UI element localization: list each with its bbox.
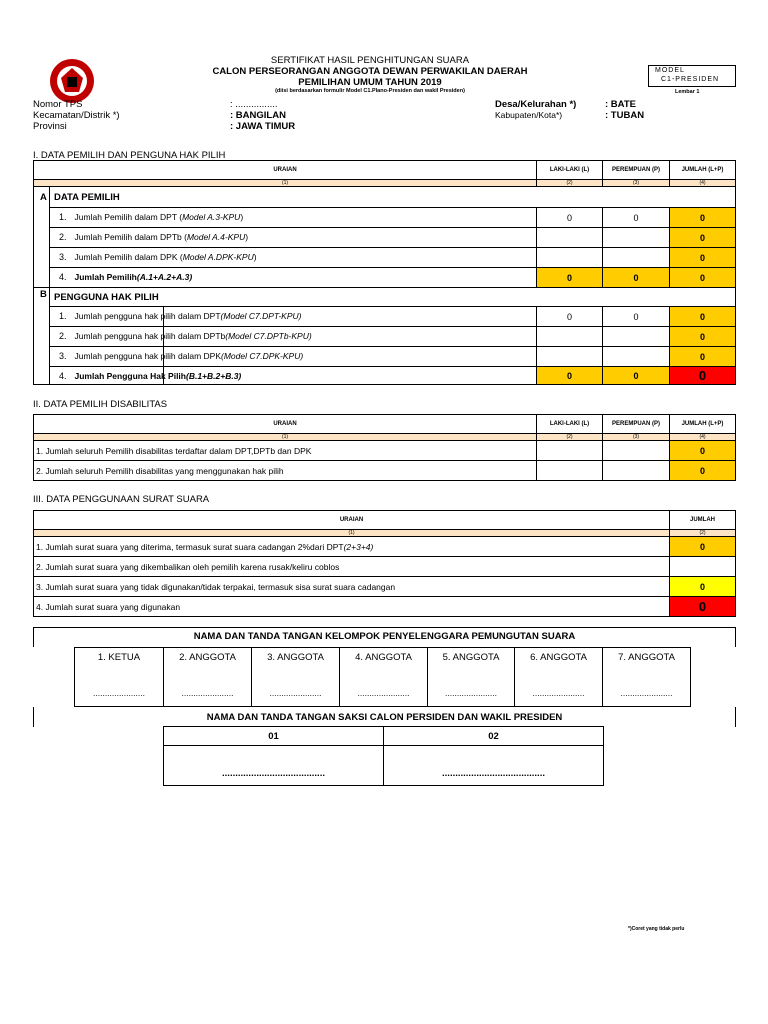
a-total-l: 0 bbox=[536, 267, 603, 288]
kpps-signature-line: ...................... bbox=[620, 688, 673, 698]
b-total-l: 0 bbox=[536, 366, 603, 385]
kpps-role: 5. ANGGOTA bbox=[442, 652, 500, 663]
b-row-text: Jumlah pengguna hak pilih dalam DPTb bbox=[74, 331, 226, 341]
s3-row-text: 4. Jumlah surat suara yang digunakan bbox=[36, 601, 181, 612]
b-row-l bbox=[536, 346, 603, 367]
b-row-label bbox=[53, 346, 533, 366]
a-row-close: ) bbox=[240, 212, 244, 222]
a-row-text: Jumlah Pemilih dalam DPTb ( bbox=[74, 232, 187, 242]
kpps-cell bbox=[74, 647, 164, 707]
kpps-signature-line: ...................... bbox=[93, 688, 145, 698]
a-row-model: Model A.3-KPU bbox=[182, 212, 241, 222]
kpps-cell bbox=[251, 647, 340, 707]
s2-num-3: (3) bbox=[602, 433, 670, 441]
a-row-label bbox=[53, 247, 533, 267]
kpps-signature-line: ...................... bbox=[532, 688, 585, 698]
a-row-p bbox=[602, 247, 670, 268]
s2-row-label: 2. Jumlah seluruh Pemilih disabilitas yang menggunakan hak pilih bbox=[33, 460, 537, 481]
kabupaten-label: Kabupaten/Kota*) bbox=[495, 110, 563, 120]
a-row-lp: 0 bbox=[669, 227, 736, 248]
kpps-grid bbox=[74, 647, 720, 707]
num-1: (1) bbox=[33, 179, 537, 187]
s3-col-uraian: URAIAN bbox=[33, 510, 670, 530]
title-line-3: PEMILIHAN UMUM TAHUN 2019 bbox=[298, 77, 442, 88]
b-total-p: 0 bbox=[602, 366, 670, 385]
s2-col-p: PEREMPUAN (P) bbox=[602, 414, 670, 434]
col-uraian: URAIAN bbox=[33, 160, 537, 180]
saksi-signature-line: ....................................... bbox=[442, 768, 545, 779]
s3-row-label bbox=[33, 596, 670, 617]
kpps-signature-line: ...................... bbox=[445, 688, 497, 698]
saksi-cell bbox=[163, 726, 384, 786]
a-total-text: Jumlah Pemilih bbox=[74, 272, 137, 282]
b-row-text: Jumlah pengguna hak pilih dalam DPT bbox=[74, 311, 221, 321]
a-row-text: Jumlah Pemilih dalam DPK ( bbox=[74, 252, 183, 262]
s3-row-label bbox=[33, 576, 670, 597]
b-row-no: 2. bbox=[59, 331, 67, 341]
b-total-no: 4. bbox=[59, 371, 67, 381]
col-p: PEREMPUAN (P) bbox=[602, 160, 670, 180]
a-row-lp: 0 bbox=[669, 207, 736, 228]
b-row-l bbox=[536, 326, 603, 347]
b-row-label bbox=[53, 326, 533, 346]
s2-row-lp: 0 bbox=[669, 460, 736, 481]
kpps-signature-line: ...................... bbox=[269, 688, 322, 698]
col-lp: JUMLAH (L+P) bbox=[669, 160, 736, 180]
saksi-number: 01 bbox=[268, 731, 279, 742]
b-total-label bbox=[53, 366, 533, 386]
a-row-l: 0 bbox=[536, 207, 603, 228]
a-row-no: 2. bbox=[59, 232, 67, 242]
s2-row-p bbox=[602, 460, 670, 481]
a-row-p bbox=[602, 227, 670, 248]
a-row-no: 3. bbox=[59, 252, 67, 262]
s2-col-uraian: URAIAN bbox=[33, 414, 537, 434]
s2-col-l: LAKI-LAKI (L) bbox=[536, 414, 603, 434]
desa-value: : BATE bbox=[605, 99, 636, 110]
kpps-title: NAMA DAN TANDA TANGAN KELOMPOK PENYELENGGARA PEMUNGUTAN SUARA bbox=[193, 631, 576, 642]
s3-row-val bbox=[669, 556, 736, 577]
saksi-number: 02 bbox=[488, 731, 499, 742]
b-row-no: 1. bbox=[59, 311, 67, 321]
kecamatan-value: : BANGILAN bbox=[230, 110, 286, 121]
tps-value: : ................ bbox=[230, 99, 278, 110]
a-row-close: ) bbox=[253, 252, 257, 262]
a-total-formula: (A.1+A.2+A.3) bbox=[136, 272, 193, 282]
b-total-formula: (B.1+B.2+B.3) bbox=[185, 371, 242, 381]
b-row-p: 0 bbox=[602, 306, 670, 327]
b-row-p bbox=[602, 326, 670, 347]
model-code: C1-PRESIDEN bbox=[661, 76, 720, 83]
b-total-lp: 0 bbox=[669, 366, 736, 385]
section3-table bbox=[33, 510, 736, 618]
a-row-label bbox=[53, 227, 533, 247]
s2-row-label: 1. Jumlah seluruh Pemilih disabilitas terdaftar dalam DPT,DPTb dan DPK bbox=[33, 440, 537, 461]
b-row-label bbox=[53, 306, 533, 326]
b-row-lp: 0 bbox=[669, 346, 736, 367]
a-row-lp: 0 bbox=[669, 247, 736, 268]
a-row-model: Model A.4-KPU bbox=[186, 232, 246, 242]
section-b-header bbox=[33, 287, 736, 307]
section3-title: III. DATA PENGGUNAAN SURAT SUARA bbox=[33, 494, 210, 505]
kpps-role: 3. ANGGOTA bbox=[267, 652, 324, 663]
kpps-role: 4. ANGGOTA bbox=[355, 652, 412, 663]
section-a-title: DATA PEMILIH bbox=[54, 192, 120, 203]
section-b-title: PENGGUNA HAK PILIH bbox=[54, 292, 159, 303]
b-row-model: (Model C7.DPTb-KPU) bbox=[225, 331, 312, 341]
kpps-signature-line: ...................... bbox=[357, 688, 410, 698]
section1-title: I. DATA PEMILIH DAN PENGUNA HAK PILIH bbox=[33, 150, 226, 161]
s3-row-val: 0 bbox=[669, 536, 736, 557]
b-row-model: (Model C7.DPK-KPU) bbox=[221, 351, 304, 361]
num-4: (4) bbox=[669, 179, 736, 187]
s3-row-label bbox=[33, 556, 670, 577]
kpps-role: 6. ANGGOTA bbox=[530, 652, 587, 663]
a-row-no: 1. bbox=[59, 212, 67, 222]
a-row-l bbox=[536, 247, 603, 268]
saksi-signature-line: ....................................... bbox=[222, 768, 325, 779]
b-row-model: (Model C7.DPT-KPU) bbox=[220, 311, 302, 321]
saksi-cell bbox=[383, 726, 604, 786]
a-row-model: Model A.DPK-KPU bbox=[182, 252, 254, 262]
a-total-p: 0 bbox=[602, 267, 670, 288]
kpps-role: 2. ANGGOTA bbox=[179, 652, 236, 663]
kpps-cell bbox=[163, 647, 252, 707]
a-row-l bbox=[536, 227, 603, 248]
s3-row-val: 0 bbox=[669, 576, 736, 597]
kpps-role: 1. KETUA bbox=[97, 652, 141, 663]
b-row-l: 0 bbox=[536, 306, 603, 327]
s2-row-l bbox=[536, 440, 603, 461]
provinsi-value: : JAWA TIMUR bbox=[230, 121, 296, 132]
s2-num-1: (1) bbox=[33, 433, 537, 441]
s2-num-2: (2) bbox=[536, 433, 603, 441]
s3-row-val: 0 bbox=[669, 596, 736, 617]
kpps-cell bbox=[602, 647, 691, 707]
title-line-1: SERTIFIKAT HASIL PENGHITUNGAN SUARA bbox=[270, 55, 470, 66]
tps-label: Nomor TPS bbox=[33, 99, 83, 110]
section1-table bbox=[33, 160, 736, 385]
s2-row-p bbox=[602, 440, 670, 461]
s3-num-2: (2) bbox=[669, 529, 736, 537]
s2-col-lp: JUMLAH (L+P) bbox=[669, 414, 736, 434]
kpu-logo-icon bbox=[48, 58, 96, 104]
saksi-title: NAMA DAN TANDA TANGAN SAKSI CALON PERSIDEN DAN WAKIL PRESIDEN bbox=[206, 712, 563, 723]
col-l: LAKI-LAKI (L) bbox=[536, 160, 603, 180]
section2-title: II. DATA PEMILIH DISABILITAS bbox=[33, 399, 168, 410]
kpps-cell bbox=[514, 647, 603, 707]
a-row-label bbox=[53, 207, 533, 227]
model-box bbox=[648, 65, 736, 87]
kpps-cell bbox=[427, 647, 515, 707]
a-row-close: ) bbox=[245, 232, 249, 242]
desa-label: Desa/Kelurahan *) bbox=[495, 99, 577, 110]
section-a-header bbox=[33, 186, 736, 208]
sheet-label: Lembar 1 bbox=[675, 89, 700, 95]
s3-row-text: 1. Jumlah surat suara yang diterima, termasuk surat suara cadangan 2%dari DPT bbox=[36, 541, 344, 552]
s3-row-text: 2. Jumlah surat suara yang dikembalikan oleh pemilih karena rusak/keliru coblos bbox=[36, 561, 340, 572]
kpps-signature-line: ...................... bbox=[181, 688, 234, 698]
s2-row-l bbox=[536, 460, 603, 481]
s3-num-1: (1) bbox=[33, 529, 670, 537]
a-total-label bbox=[53, 267, 533, 287]
section2-table bbox=[33, 414, 736, 481]
a-row-text: Jumlah Pemilih dalam DPT ( bbox=[74, 212, 183, 222]
b-row-p bbox=[602, 346, 670, 367]
b-row-lp: 0 bbox=[669, 326, 736, 347]
num-2: (2) bbox=[536, 179, 603, 187]
b-total-text: Jumlah Pengguna Hak Pilih bbox=[74, 371, 186, 381]
s3-row-formula: (2+3+4) bbox=[343, 541, 374, 552]
model-label: MODEL bbox=[655, 67, 685, 74]
s2-row-lp: 0 bbox=[669, 440, 736, 461]
s3-row-text: 3. Jumlah surat suara yang tidak digunakan/tidak terpakai, termasuk sisa surat suara cadangan bbox=[36, 581, 396, 592]
provinsi-label: Provinsi bbox=[33, 121, 67, 132]
s2-num-4: (4) bbox=[669, 433, 736, 441]
kpu-logo bbox=[48, 58, 96, 104]
a-total-no: 4. bbox=[59, 272, 67, 282]
b-row-no: 3. bbox=[59, 351, 67, 361]
footnote: *)Coret yang tidak perlu bbox=[628, 926, 685, 932]
num-3: (3) bbox=[602, 179, 670, 187]
title-line-4: (diisi berdasarkan formulir Model C1.Plano-Presiden dan wakil Presiden) bbox=[275, 88, 465, 94]
s3-row-label bbox=[33, 536, 670, 557]
section-a-letter: A bbox=[40, 192, 47, 203]
b-row-lp: 0 bbox=[669, 306, 736, 327]
kpps-cell bbox=[339, 647, 428, 707]
kabupaten-value: : TUBAN bbox=[605, 110, 645, 121]
s3-col-jumlah: JUMLAH bbox=[669, 510, 736, 530]
title-line-2: CALON PERSEORANGAN ANGGOTA DEWAN PERWAKILAN DAERAH bbox=[212, 66, 528, 77]
kecamatan-label: Kecamatan/Distrik *) bbox=[33, 110, 120, 121]
section-b-letter: B bbox=[40, 289, 47, 300]
saksi-grid bbox=[163, 726, 604, 786]
b-row-text: Jumlah pengguna hak pilih dalam DPK bbox=[74, 351, 221, 361]
a-row-p: 0 bbox=[602, 207, 670, 228]
kpps-role: 7. ANGGOTA bbox=[618, 652, 675, 663]
a-total-lp: 0 bbox=[669, 267, 736, 288]
